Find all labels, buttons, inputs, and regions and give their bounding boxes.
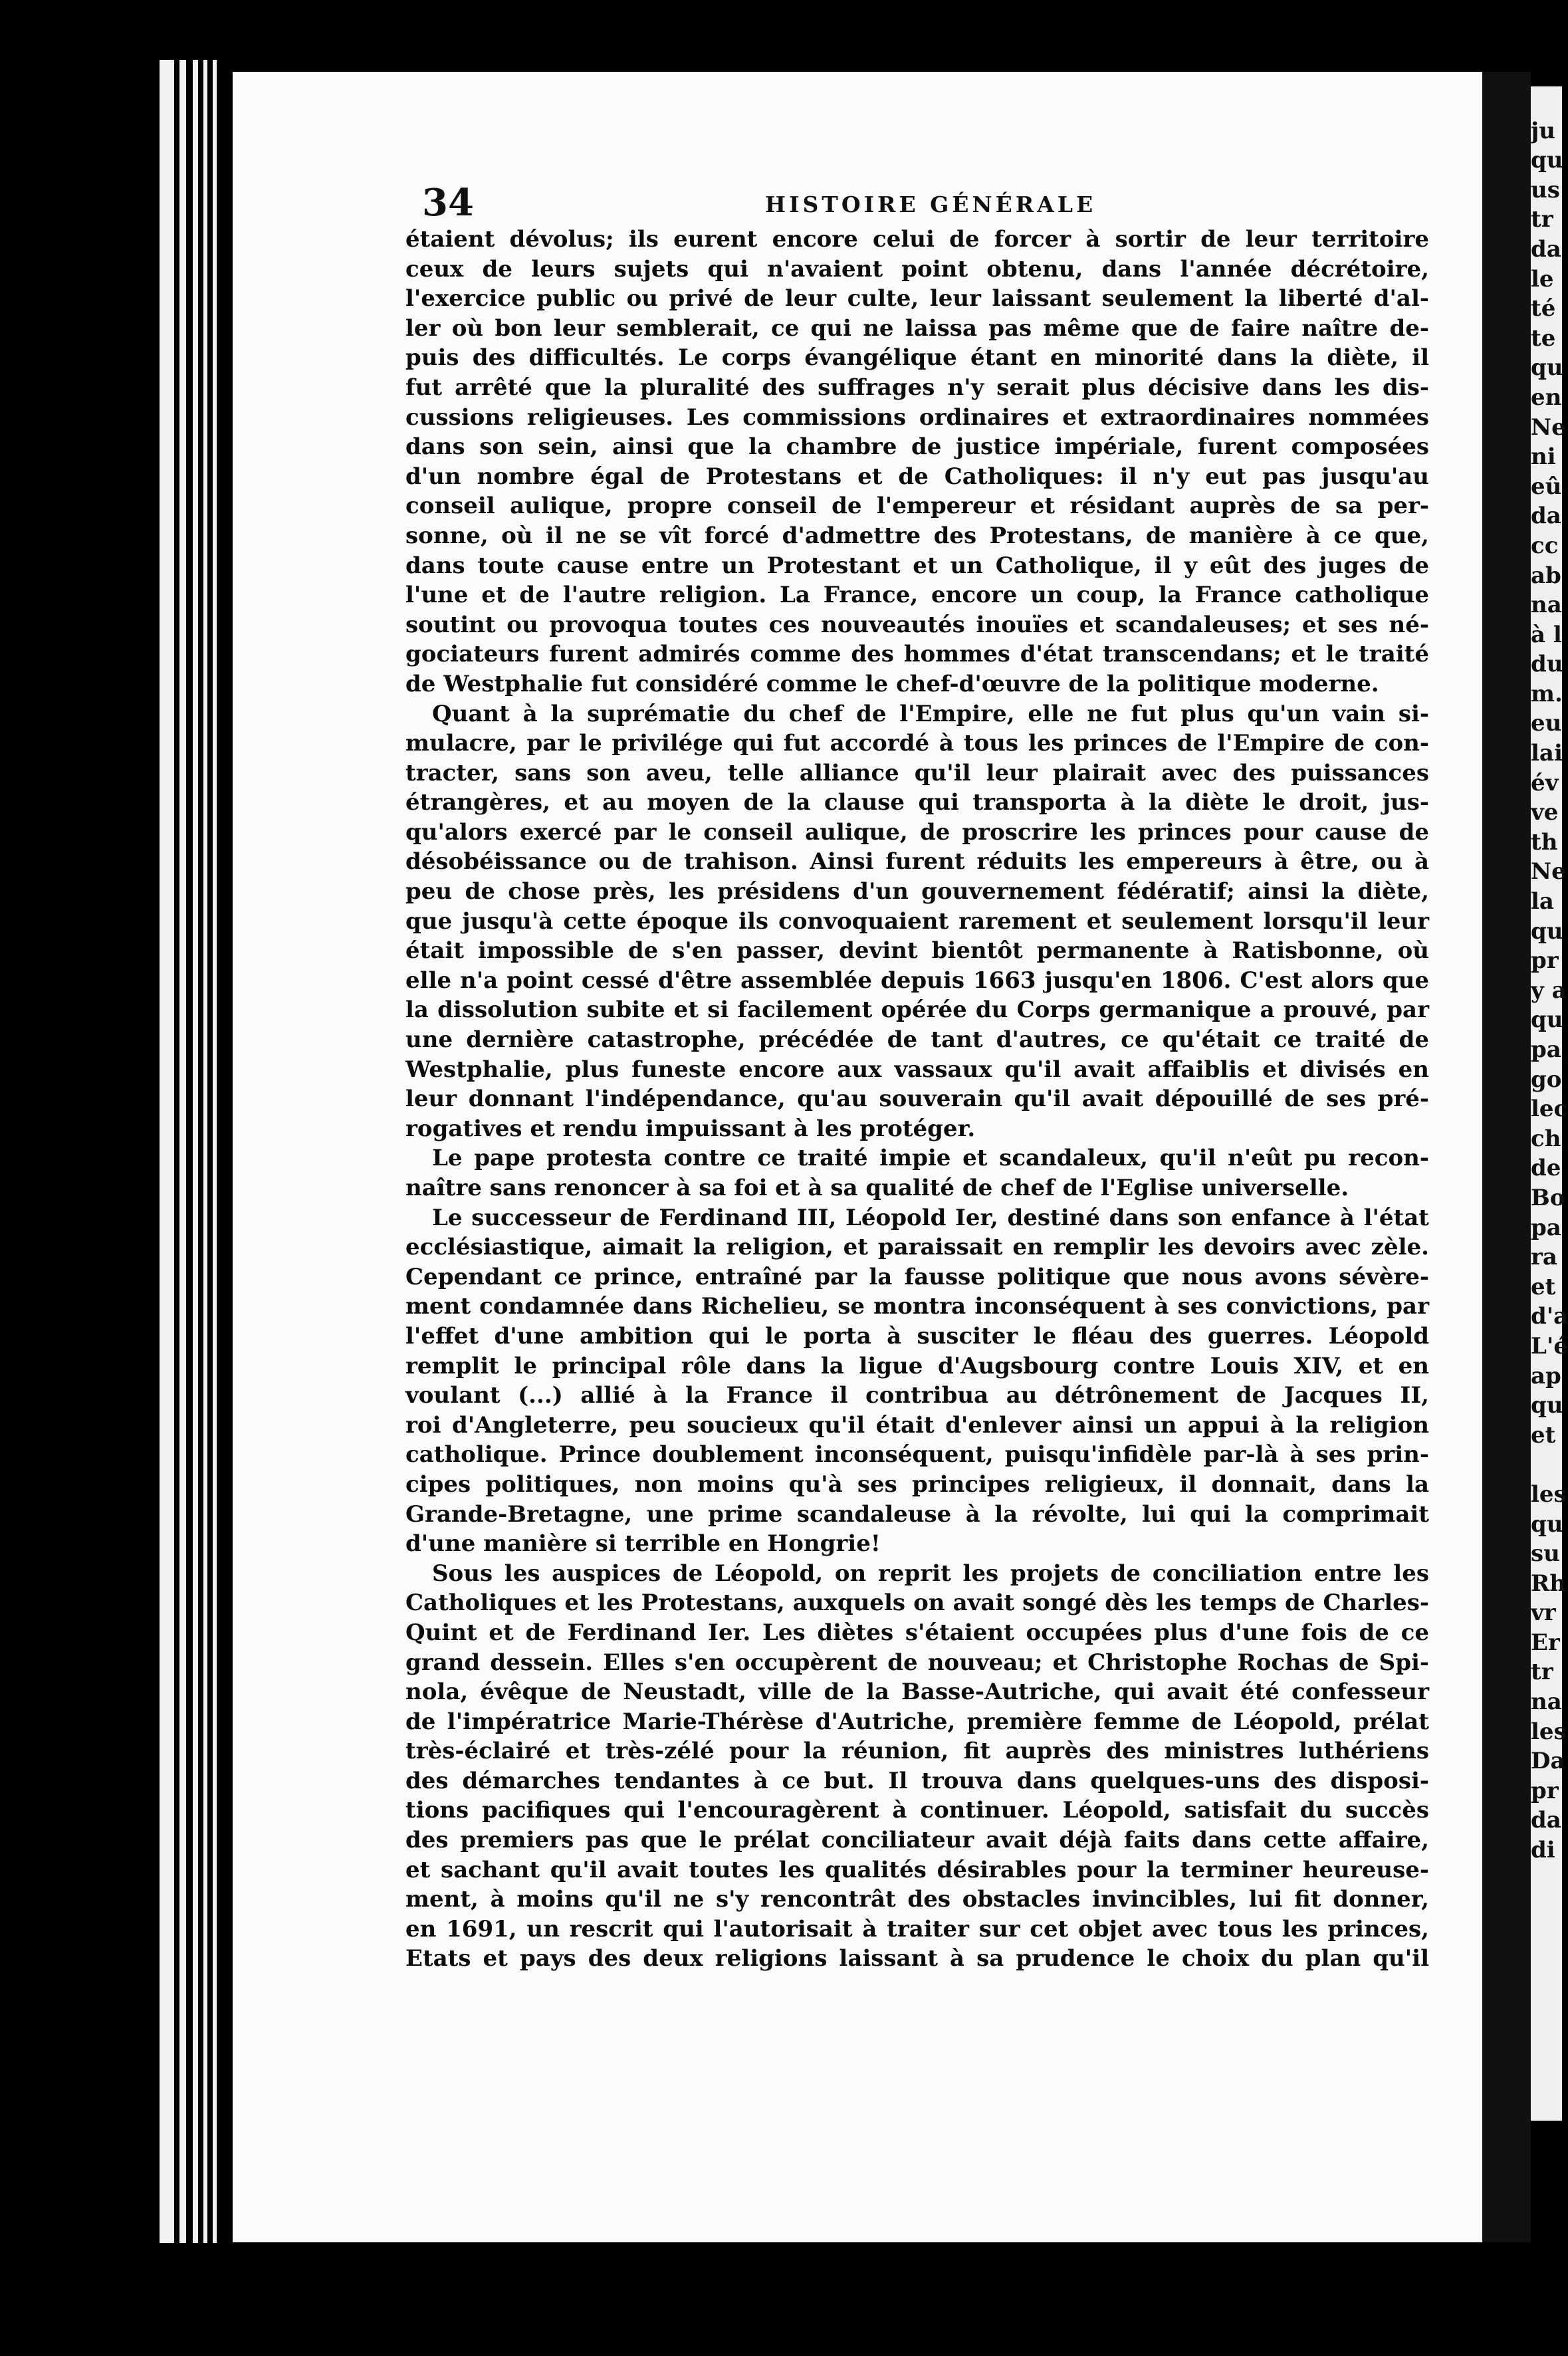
text-line: voulant (...) allié à la France il contribua au détrônement de Jacques II,: [405, 1382, 1429, 1409]
facing-page-text-fragment: Rh: [1531, 1570, 1566, 1597]
facing-page-text-fragment: L'é: [1531, 1332, 1568, 1359]
facing-page-text-fragment: tr: [1531, 1659, 1553, 1686]
facing-page-text-fragment: à l: [1531, 621, 1562, 648]
facing-page-text-fragment: ap: [1531, 1362, 1561, 1389]
text-line: cipes politiques, non moins qu'à ses principes religieux, il donnait, dans la: [405, 1471, 1429, 1498]
text-line: l'une et de l'autre religion. La France, encore un coup, la France catholique: [405, 582, 1429, 609]
text-line: étaient dévolus; ils eurent encore celui de forcer à sortir de leur territoire: [405, 226, 1429, 253]
text-line: l'exercice public ou privé de leur culte, leur laissant seulement la liberté d'al-: [405, 285, 1429, 312]
text-line: était impossible de s'en passer, devint bientôt permanente à Ratisbonne, où: [405, 937, 1429, 965]
facing-page-text-fragment: qu: [1531, 917, 1563, 945]
text-line: puis des difficultés. Le corps évangélique étant en minorité dans la diète, il: [405, 344, 1429, 372]
text-line: mulacre, par le privilége qui fut accordé à tous les princes de l'Empire de con-: [405, 730, 1429, 757]
facing-page-text-fragment: pa: [1531, 1214, 1561, 1241]
text-line: cussions religieuses. Les commissions ordinaires et extraordinaires nommées: [405, 404, 1429, 431]
facing-page-text-fragment: eu: [1531, 710, 1562, 737]
text-line: Quant à la suprématie du chef de l'Empire, elle ne fut plus qu'un vain si-: [432, 700, 1429, 727]
text-line: Westphalie, plus funeste encore aux vassaux qu'il avait affaiblis et divisés en: [405, 1056, 1429, 1083]
facing-page-text-fragment: [1531, 1450, 1562, 1480]
facing-page-text-fragment: la: [1531, 888, 1554, 915]
text-line: et sachant qu'il avait toutes les qualités désirables pour la terminer heureuse-: [405, 1856, 1429, 1883]
text-line: ecclésiastique, aimait la religion, et paraissait en remplir les devoirs avec zèle.: [405, 1234, 1429, 1261]
page-gutter: [1482, 72, 1531, 2242]
text-line: elle n'a point cessé d'être assemblée depuis 1663 jusqu'en 1806. C'est alors que: [405, 967, 1429, 994]
text-line: leur donnant l'indépendance, qu'au souverain qu'il avait dépouillé de ses pré-: [405, 1086, 1429, 1113]
facing-page-text-fragment: cc: [1531, 532, 1559, 559]
text-line: de Westphalie fut considéré comme le chef-d'œuvre de la politique moderne.: [405, 670, 1379, 697]
facing-page-text-fragment: les: [1531, 1480, 1567, 1508]
text-line: dans toute cause entre un Protestant et un Catholique, il y eût des juges de: [405, 552, 1429, 579]
text-line: ler où bon leur semblerait, ce qui ne laissa pas même que de faire naître de-: [405, 314, 1429, 342]
page-header: [422, 181, 1439, 227]
text-line: roi d'Angleterre, peu soucieux qu'il était d'enlever ainsi un appui à la religion: [405, 1411, 1429, 1439]
facing-page-text-fragment: du: [1531, 651, 1563, 678]
text-line: de l'impératrice Marie-Thérèse d'Autriche, première femme de Léopold, prélat: [405, 1708, 1429, 1735]
text-line: très-éclairé et très-zélé pour la réunion, fit auprès des ministres luthériens: [405, 1738, 1429, 1765]
text-line: rogatives et rendu impuissant à les protéger.: [405, 1115, 976, 1142]
book-edge-stripe: [203, 60, 207, 2243]
facing-page-text-fragment: Ne: [1531, 413, 1566, 441]
text-line: soutint ou provoqua toutes ces nouveautés inouïes et scandaleuses; et ses né-: [405, 611, 1429, 638]
facing-page-text-fragment: da: [1531, 503, 1561, 530]
text-line: Catholiques et les Protestans, auxquels on avait songé dès les temps de Charles-: [405, 1590, 1429, 1617]
facing-page-text-fragment: de: [1531, 1155, 1561, 1182]
text-line: grand dessein. Elles s'en occupèrent de nouveau; et Christophe Rochas de Spi-: [405, 1649, 1429, 1676]
facing-page-text-fragment: lec: [1531, 1096, 1568, 1123]
facing-page-text-fragment: pa: [1531, 1036, 1561, 1063]
text-line: naître sans renoncer à sa foi et à sa qualité de chef de l'Eglise universelle.: [405, 1175, 1349, 1201]
facing-page-text-fragment: ra: [1531, 1244, 1557, 1271]
facing-page-text-fragment: ab: [1531, 562, 1561, 589]
text-line: nola, évêque de Neustadt, ville de la Basse-Autriche, qui avait été confesseur: [405, 1679, 1429, 1706]
facing-page-text-fragment: eû: [1531, 473, 1562, 500]
text-line: l'effet d'une ambition qui le porta à susciter le fléau des guerres. Léopold: [405, 1322, 1429, 1350]
text-line: en 1691, un rescrit qui l'autorisait à traiter sur cet objet avec tous les princes,: [405, 1915, 1429, 1943]
text-line: des premiers pas que le prélat conciliateur avait déjà faits dans cette affaire,: [405, 1827, 1429, 1854]
text-line: dans son sein, ainsi que la chambre de justice impériale, furent composées: [405, 433, 1429, 461]
facing-page-text-fragment: tr: [1531, 206, 1553, 233]
facing-page-text-fragment: en: [1531, 384, 1562, 411]
text-line: peu de chose près, les présidens d'un gouvernement fédératif; ainsi la diète,: [405, 878, 1429, 905]
text-line: désobéissance ou de trahison. Ainsi furent réduits les empereurs à être, ou à: [405, 848, 1429, 876]
text-line: Quint et de Ferdinand Ier. Les diètes s'étaient occupées plus d'une fois de ce: [405, 1619, 1429, 1646]
body-text: [405, 225, 1429, 1974]
facing-page-text-fragment: y a: [1531, 977, 1567, 1004]
facing-page-text-fragment: d'a: [1531, 1303, 1568, 1330]
text-line: une dernière catastrophe, précédée de tant d'autres, ce qu'était ce traité de: [405, 1026, 1429, 1054]
text-line: tracter, sans son aveu, telle alliance qu'il leur plairait avec des puissances: [405, 759, 1429, 786]
facing-page-text-fragment: Er: [1531, 1629, 1560, 1656]
facing-page-text-fragment: les: [1531, 1718, 1567, 1745]
book-edge-stripe: [179, 60, 186, 2243]
text-line: sonne, où il ne se vît forcé d'admettre des Protestans, de manière à ce que,: [405, 522, 1429, 549]
running-head: HISTOIRE GÉNÉRALE: [764, 191, 1097, 217]
text-line: la dissolution subite et si facilement opérée du Corps germanique a prouvé, par: [405, 997, 1429, 1024]
text-line: Sous les auspices de Léopold, on reprit les projets de conciliation entre les: [432, 1560, 1429, 1587]
text-line: Le successeur de Ferdinand III, Léopold Ier, destiné dans son enfance à l'état: [432, 1204, 1429, 1231]
facing-page-text-fragment: pr: [1531, 1777, 1559, 1804]
text-line: catholique. Prince doublement inconséquent, puisqu'infidèle par-là à ses prin-: [405, 1441, 1429, 1469]
text-line: conseil aulique, propre conseil de l'empereur et résidant auprès de sa per-: [405, 493, 1429, 520]
facing-page-text-fragment: qu: [1531, 1006, 1563, 1034]
facing-page-text-fragment: te: [1531, 324, 1556, 352]
facing-page-text-fragment: qu: [1531, 147, 1563, 174]
facing-page-fragment: [1531, 86, 1568, 2121]
facing-page-text-fragment: th: [1531, 828, 1558, 856]
facing-page-text-fragment: Da: [1531, 1748, 1565, 1775]
facing-page-text-fragment: et: [1531, 1273, 1556, 1300]
facing-page-text-fragment: Bo: [1531, 1184, 1565, 1211]
facing-page-text-fragment: pr: [1531, 947, 1559, 975]
facing-page-text-fragment: qu: [1531, 1392, 1563, 1419]
text-line: ment condamnée dans Richelieu, se montra inconséquent à ses convictions, par: [405, 1293, 1429, 1320]
text-line: gociateurs furent admirés comme des hommes d'état transcendans; et le traité: [405, 641, 1429, 668]
text-line: ment, à moins qu'il ne s'y rencontrât des obstacles invincibles, lui fit donner,: [405, 1886, 1429, 1913]
text-line: étrangères, et au moyen de la clause qui transporta à la diète le droit, jus-: [405, 789, 1429, 816]
facing-page-text-fragment: go: [1531, 1066, 1562, 1093]
text-line: des démarches tendantes à ce but. Il trouva dans quelques-uns des disposi-: [405, 1767, 1429, 1794]
text-line: ceux de leurs sujets qui n'avaient point obtenu, dans l'année décrétoire,: [405, 255, 1429, 283]
facing-page-text-fragment: ve: [1531, 799, 1559, 826]
facing-page-text-fragment: Ne: [1531, 858, 1566, 885]
facing-page-text-fragment: le: [1531, 265, 1554, 293]
text-line: Le pape protesta contre ce traité impie et scandaleux, qu'il n'eût pu recon-: [432, 1145, 1429, 1172]
facing-page-text-fragment: et: [1531, 1421, 1556, 1449]
facing-page-text-fragment: té: [1531, 295, 1556, 322]
facing-page-text-fragment: us: [1531, 176, 1560, 203]
facing-page-text-fragment: ni: [1531, 443, 1556, 471]
facing-page-text-fragment: év: [1531, 769, 1559, 796]
facing-page-text-fragment: vr: [1531, 1599, 1556, 1627]
text-line: Grande-Bretagne, une prime scandaleuse à la révolte, lui qui la comprimait: [405, 1500, 1429, 1528]
facing-page-text-fragment: ju: [1531, 117, 1556, 144]
text-line: tions pacifiques qui l'encouragèrent à continuer. Léopold, satisfait du succès: [405, 1797, 1429, 1824]
facing-page-text-fragment: m.: [1531, 680, 1563, 707]
facing-page-text-fragment: na: [1531, 592, 1562, 619]
text-line: Etats et pays des deux religions laissant à sa prudence le choix du plan qu'il: [405, 1945, 1429, 1972]
text-line: que jusqu'à cette époque ils convoquaient rarement et seulement lorsqu'il leur: [405, 907, 1429, 935]
text-line: d'un nombre égal de Protestans et de Catholiques: il n'y eut pas jusqu'au: [405, 463, 1429, 490]
facing-page-text-fragment: ch: [1531, 1125, 1561, 1152]
book-edge-stripe: [160, 60, 174, 2243]
facing-page-text-fragment: su: [1531, 1540, 1560, 1568]
facing-page-text-fragment: [1531, 86, 1562, 116]
facing-page-text-fragment: da: [1531, 235, 1561, 263]
page-number: 34: [422, 181, 474, 225]
facing-page-text-fragment: qu: [1531, 1510, 1563, 1538]
book-edge-stripe: [193, 60, 198, 2243]
text-line: remplit le principal rôle dans la ligue d'Augsbourg contre Louis XIV, et en: [405, 1352, 1429, 1379]
text-line: d'une manière si terrible en Hongrie!: [405, 1530, 881, 1558]
facing-page-text-fragment: na: [1531, 1689, 1562, 1716]
text-line: fut arrêté que la pluralité des suffrages n'y serait plus décisive dans les dis-: [405, 374, 1429, 401]
book-edge-stripe: [213, 60, 217, 2243]
facing-page-text-fragment: lai: [1531, 740, 1563, 767]
facing-page-text-fragment: di: [1531, 1837, 1555, 1864]
text-line: Cependant ce prince, entraîné par la fausse politique que nous avons sévère-: [405, 1263, 1429, 1290]
text-line: qu'alors exercé par le conseil aulique, de proscrire les princes pour cause de: [405, 818, 1429, 846]
facing-page-text-fragment: qu: [1531, 354, 1563, 382]
facing-page-text-fragment: da: [1531, 1807, 1561, 1834]
